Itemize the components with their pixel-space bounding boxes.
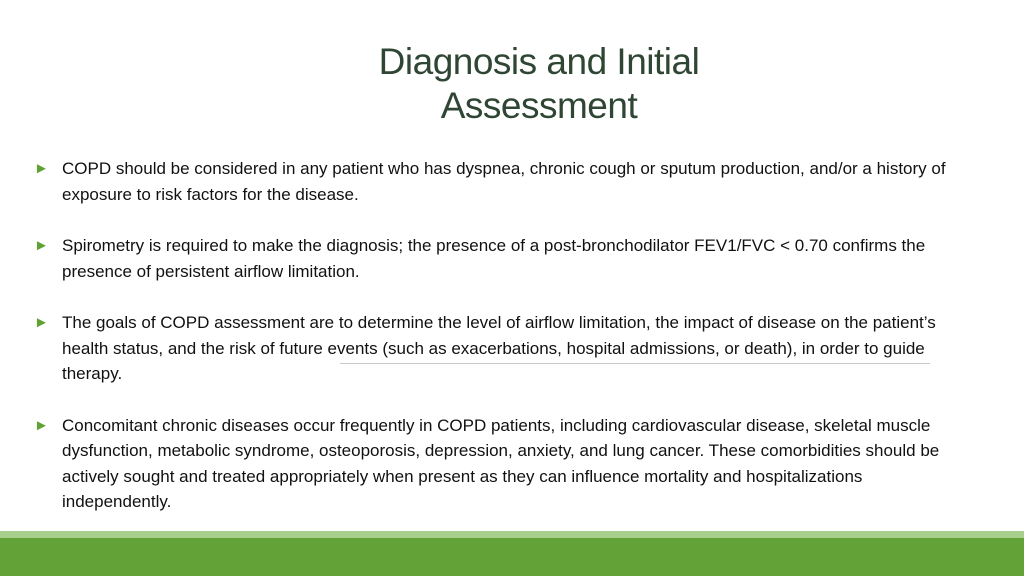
- footer-accent-strip: [0, 531, 1024, 538]
- bullet-text: COPD should be considered in any patient who has dyspnea, chronic cough or sputum production, and/or a history of exposure to risk factors for the disease.: [62, 159, 946, 204]
- bullet-arrow-icon: ►: [34, 237, 49, 254]
- bullet-text: Concomitant chronic diseases occur frequently in COPD patients, including cardiovascular disease, skeletal muscle dysfunction, metabolic syndrome, osteoporosis, depression, anxiety, and lung cancer. These comorbidities should be actively sought and treated appropriately when present as they can influence mortality and hospitalizations independently.: [62, 415, 940, 511]
- bullet-item: [34, 413, 974, 515]
- bullet-arrow-icon: ►: [34, 416, 49, 434]
- bullet-list: [34, 156, 974, 515]
- bullet-item: [34, 156, 974, 207]
- bullet-item: [34, 233, 974, 284]
- bullet-item: [34, 310, 974, 387]
- slide-title-line2: Assessment: [440, 85, 638, 126]
- footer-bar: [0, 538, 1024, 576]
- horizontal-divider: [340, 363, 930, 364]
- bullet-text: The goals of COPD assessment are to determine the level of airflow limitation, the impact of disease on the patient’s health status, and the risk of future events (such as exacerbations, hospital admissions, or death), in order to guide therapy.: [62, 313, 936, 383]
- bullet-arrow-icon: ►: [34, 314, 49, 331]
- bullet-text: Spirometry is required to make the diagnosis; the presence of a post-bronchodilator FEV1/FVC < 0.70 confirms the presence of persistent airflow limitation.: [62, 236, 926, 281]
- slide-title: [300, 40, 778, 128]
- slide-title-line1: Diagnosis and Initial: [378, 41, 700, 82]
- bullet-arrow-icon: ►: [34, 160, 49, 177]
